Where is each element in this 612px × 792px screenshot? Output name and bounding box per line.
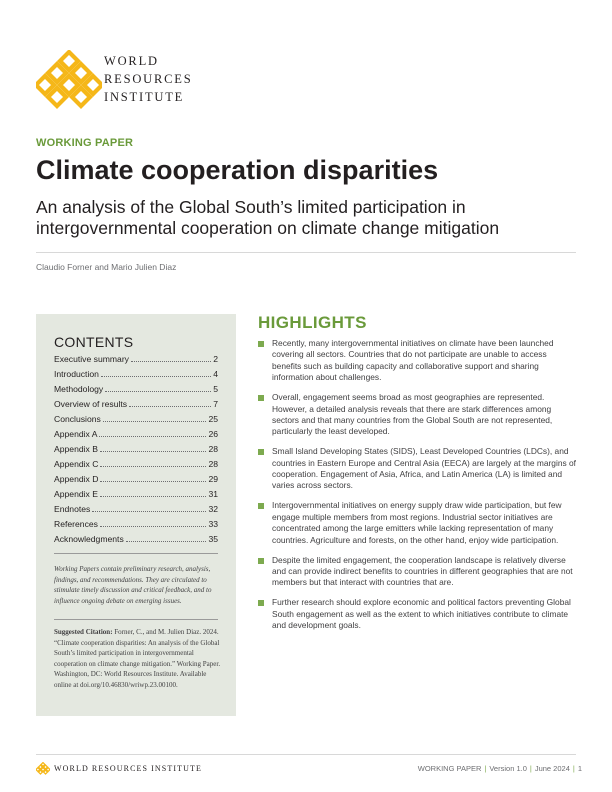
toc-label: Methodology: [54, 384, 104, 394]
toc-label: Executive summary: [54, 354, 129, 364]
toc-leader: [101, 376, 211, 377]
highlight-text: Recently, many intergovernmental initiatives on climate have been launched covering all sectors. Countries that do not participate are unable to access benefits such as building capacity and collaborative support and sharing information about challenges.: [272, 338, 554, 383]
toc-leader: [100, 451, 206, 452]
logo-line-1: WORLD: [104, 54, 159, 68]
square-bullet-icon: [258, 503, 264, 509]
working-paper-note: Working Papers contain preliminary research, analysis, findings, and recommendations. They are circulated to stimulate timely discussion and critical feedback, and to influence ongoing debate on emerging issues.: [54, 565, 212, 605]
footer-divider: [36, 754, 576, 755]
toc-label: Appendix B: [54, 444, 98, 454]
page-title: Climate cooperation disparities: [36, 155, 439, 185]
toc-page: 35: [208, 534, 218, 544]
highlight-item: [258, 446, 576, 492]
toc-page: 7: [213, 399, 218, 409]
toc-page: 28: [208, 459, 218, 469]
toc-page: 4: [213, 369, 218, 379]
authors: Claudio Forner and Mario Julien Diaz: [36, 262, 177, 272]
footer-org-name: WORLD RESOURCES INSTITUTE: [54, 764, 202, 773]
logo-line-2: RESOURCES: [104, 72, 193, 86]
toc-label: Appendix A: [54, 429, 98, 439]
wri-lattice-logo-icon: [36, 50, 102, 110]
toc-label: Appendix C: [54, 459, 99, 469]
footer-page-number: 1: [577, 764, 582, 773]
contents-title: CONTENTS: [54, 334, 134, 350]
toc-page: 28: [208, 444, 218, 454]
highlights-list: [258, 338, 576, 640]
document-kicker: WORKING PAPER: [36, 137, 134, 149]
toc-leader: [126, 541, 207, 542]
toc-label: Appendix D: [54, 474, 99, 484]
toc-item[interactable]: [54, 489, 218, 504]
table-of-contents: [54, 354, 218, 549]
highlight-text: Intergovernmental initiatives on energy supply draw wide participation, but few engage multiple members from most regions. Industrial sector initiatives are concentrated among the large emitters while lacking representation of many countries. Agriculture and forests, on the other hand, enjoy wide participation.: [272, 500, 562, 545]
highlight-item: [258, 597, 576, 631]
highlight-item: [258, 500, 576, 546]
toc-page: 33: [208, 519, 218, 529]
toc-label: Overview of results: [54, 399, 128, 409]
toc-leader: [92, 511, 206, 512]
sidebar-divider: [54, 553, 218, 554]
square-bullet-icon: [258, 449, 264, 455]
toc-page: 25: [208, 414, 218, 424]
toc-item[interactable]: [54, 369, 218, 384]
toc-label: Introduction: [54, 369, 99, 379]
footer-separator: |: [572, 764, 575, 773]
toc-leader: [99, 436, 206, 437]
toc-leader: [105, 391, 211, 392]
citation-label: Suggested Citation:: [54, 628, 113, 636]
toc-item[interactable]: [54, 474, 218, 489]
toc-item[interactable]: [54, 459, 218, 474]
highlights-title: HIGHLIGHTS: [258, 313, 367, 332]
toc-item[interactable]: [54, 354, 218, 369]
footer-date: June 2024: [534, 764, 570, 773]
highlight-text: Small Island Developing States (SIDS), Least Developed Countries (LDCs), and countries in Eastern Europe and Central Asia (EECA) are largely at the margins of cooperation. Engagement of Asia, Africa, and Latin America (LA) is limited and varies across sectors.: [272, 446, 576, 491]
highlight-item: [258, 555, 576, 589]
toc-label: Endnotes: [54, 504, 91, 514]
header-divider: [36, 252, 576, 253]
toc-leader: [103, 421, 207, 422]
toc-leader: [100, 526, 206, 527]
toc-label: Appendix E: [54, 489, 98, 499]
toc-leader: [129, 406, 211, 407]
logo-line-3: INSTITUTE: [104, 90, 185, 104]
toc-page: 5: [213, 384, 218, 394]
footer-meta: [418, 764, 582, 773]
square-bullet-icon: [258, 558, 264, 564]
toc-leader: [100, 466, 206, 467]
toc-item[interactable]: [54, 384, 218, 399]
footer-version: Version 1.0: [489, 764, 527, 773]
toc-item[interactable]: [54, 534, 218, 549]
wri-footer-logo-icon: [36, 762, 50, 775]
toc-leader: [100, 496, 206, 497]
toc-leader: [100, 481, 206, 482]
highlight-text: Despite the limited engagement, the cooperation landscape is relatively diverse and can provide indirect benefits to countries in different geographies that are not members but that interact with countries that are.: [272, 554, 573, 588]
sidebar-divider: [54, 619, 218, 620]
toc-leader: [131, 361, 211, 362]
logo-wordmark: [104, 52, 192, 106]
toc-label: References: [54, 519, 98, 529]
toc-item[interactable]: [54, 444, 218, 459]
footer-doc-type: WORKING PAPER: [417, 764, 482, 773]
square-bullet-icon: [258, 341, 264, 347]
highlight-text: Overall, engagement seems broad as most geographies are represented. However, a detailed analysis reveals that there are stark differences among sectors and that many countries from the Global South are not represented, particularly the least developed.: [272, 392, 553, 437]
contents-sidebar: [36, 314, 236, 716]
suggested-citation: [54, 627, 222, 691]
toc-page: 2: [213, 354, 218, 364]
toc-item[interactable]: [54, 429, 218, 444]
toc-item[interactable]: [54, 519, 218, 534]
footer-separator: |: [484, 764, 487, 773]
page-subtitle: An analysis of the Global South’s limited participation in intergovernmental cooperation on climate change mitigation: [36, 197, 500, 238]
toc-page: 31: [208, 489, 218, 499]
toc-label: Conclusions: [54, 414, 101, 424]
highlight-item: [258, 338, 576, 384]
highlight-text: Further research should explore economic and political factors preventing Global South engagement as well as the extent to which initiatives contribute to climate and development goals.: [272, 597, 571, 631]
toc-item[interactable]: [54, 399, 218, 414]
square-bullet-icon: [258, 600, 264, 606]
square-bullet-icon: [258, 395, 264, 401]
citation-text: Forner, C., and M. Julien Diaz. 2024. “Climate cooperation disparities: An analysis of the Global South’s limited participation in intergovernmental cooperation on climate change mitigation.” Working Paper. Washington, DC: World Resources Institute. Available online at doi.org/10.46830/wriwp.23.00100.: [54, 628, 221, 689]
toc-page: 29: [208, 474, 218, 484]
toc-label: Acknowledgments: [54, 534, 124, 544]
toc-page: 26: [208, 429, 218, 439]
toc-item[interactable]: [54, 414, 218, 429]
toc-item[interactable]: [54, 504, 218, 519]
highlight-item: [258, 392, 576, 438]
toc-page: 32: [208, 504, 218, 514]
footer-separator: |: [529, 764, 532, 773]
